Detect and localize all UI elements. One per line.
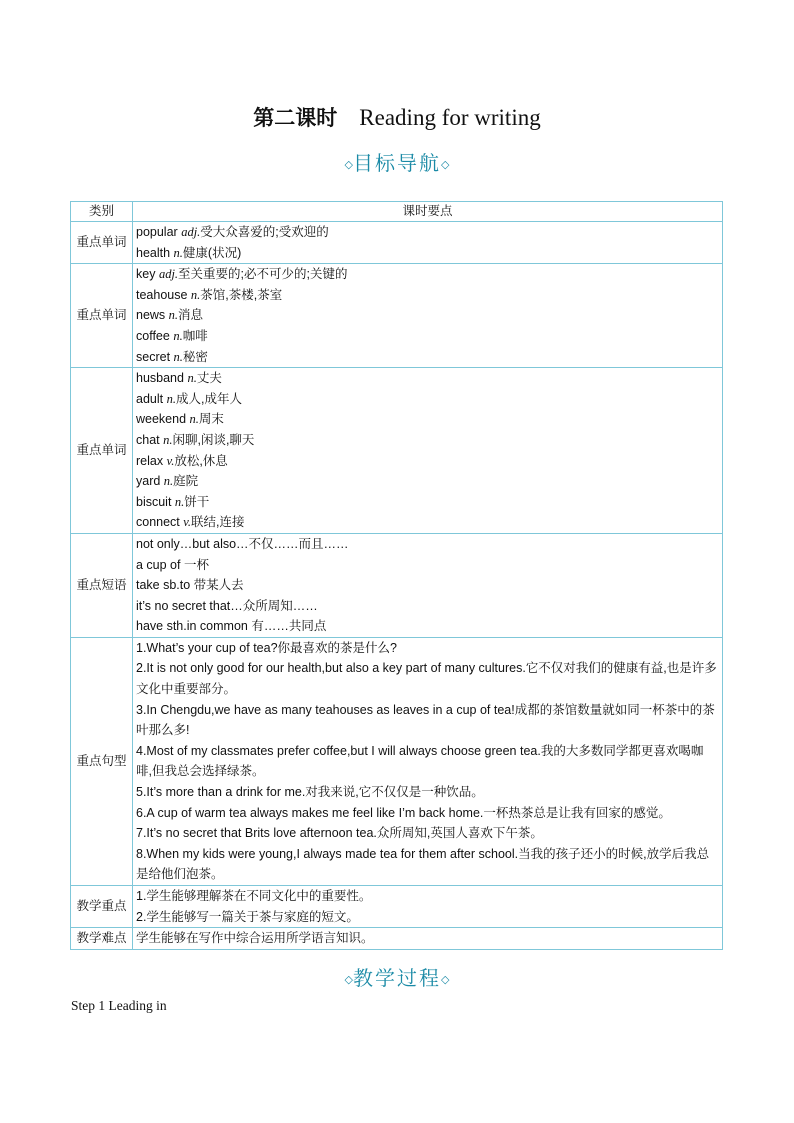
vocab-meaning: 秘密: [182, 349, 208, 364]
point-line: [136, 928, 719, 949]
row-category: 重点短语: [71, 533, 133, 637]
part-of-speech: n.: [166, 391, 176, 406]
vocab-meaning: 受大众喜爱的;受欢迎的: [200, 225, 329, 239]
vocab-word: secret: [136, 349, 174, 364]
point-text: 1.学生能够理解茶在不同文化中的重要性。: [136, 889, 372, 903]
vocab-word: husband: [136, 371, 188, 386]
diamond-icon: ◇: [344, 158, 353, 171]
part-of-speech: v.: [183, 515, 192, 530]
point-line: [136, 823, 719, 844]
point-line: [136, 326, 719, 347]
point-line: [136, 492, 719, 513]
vocab-meaning: 茶馆,茶楼,茶室: [200, 287, 283, 302]
row-points: [133, 222, 723, 264]
vocab-meaning: 放松,休息: [174, 453, 228, 468]
part-of-speech: n.: [173, 328, 183, 343]
point-line: [136, 886, 719, 907]
point-line: [136, 451, 719, 472]
point-text: 2.学生能够写一篇关于茶与家庭的短文。: [136, 909, 359, 924]
point-line: [136, 844, 719, 885]
header-points: 课时要点: [133, 202, 723, 222]
point-text: it’s no secret that…众所周知……: [136, 598, 318, 613]
point-line: [136, 658, 719, 699]
table-row: [71, 886, 723, 928]
part-of-speech: v.: [166, 453, 175, 468]
point-line: [136, 222, 719, 243]
point-text: 4.Most of my classmates prefer coffee,but I will always choose green tea.我的大多数同学都更喜欢喝咖啡,但我总会选择绿茶。: [136, 743, 704, 779]
row-category: 重点单词: [71, 368, 133, 534]
point-line: [136, 471, 719, 492]
vocab-word: key: [136, 267, 159, 282]
point-line: [136, 555, 719, 576]
vocab-meaning: 周末: [198, 412, 224, 427]
point-line: [136, 409, 719, 430]
point-text: 6.A cup of warm tea always makes me feel like I’m back home.一杯热茶总是让我有回家的感觉。: [136, 805, 671, 820]
vocab-meaning: 咖啡: [182, 328, 208, 343]
point-line: [136, 264, 719, 285]
point-line: [136, 616, 719, 637]
row-category: 重点单词: [71, 264, 133, 368]
table-row: [71, 637, 723, 885]
section-heading-process: [0, 962, 794, 991]
vocab-word: teahouse: [136, 287, 191, 302]
point-line: [136, 430, 719, 451]
point-line: [136, 368, 719, 389]
vocab-meaning: 成人,成年人: [175, 391, 242, 406]
vocab-word: adult: [136, 391, 167, 406]
part-of-speech: adj.: [181, 225, 201, 239]
vocab-word: relax: [136, 453, 167, 468]
row-points: [133, 637, 723, 885]
table-header-row: [71, 202, 723, 222]
diamond-icon: ◇: [441, 973, 450, 986]
part-of-speech: n.: [187, 371, 197, 386]
vocab-meaning: 饼干: [184, 494, 210, 509]
point-line: [136, 512, 719, 533]
point-line: [136, 907, 719, 928]
point-line: [136, 389, 719, 410]
point-line: [136, 741, 719, 782]
part-of-speech: n.: [174, 494, 185, 509]
point-text: 5.It’s more than a drink for me.对我来说,它不仅仅是一种饮品。: [136, 785, 484, 800]
vocab-word: weekend: [136, 412, 190, 427]
part-of-speech: n.: [173, 245, 183, 260]
lesson-title: [0, 103, 794, 134]
vocab-word: popular: [136, 225, 182, 239]
table-row: [71, 264, 723, 368]
header-category: 类别: [71, 202, 133, 222]
point-text: not only…but also…不仅……而且……: [136, 536, 349, 551]
vocab-word: coffee: [136, 328, 174, 343]
row-points: [133, 264, 723, 368]
lesson-title-zh: 第二课时: [253, 106, 338, 130]
vocab-word: chat: [136, 432, 164, 447]
section-heading-goals-text: 目标导航: [353, 151, 441, 175]
point-line: [136, 285, 719, 306]
lesson-title-en: Reading for writing: [359, 105, 541, 130]
point-line: [136, 638, 719, 659]
point-line: [136, 782, 719, 803]
point-text: 1.What’s your cup of tea?你最喜欢的茶是什么?: [136, 640, 397, 655]
vocab-word: health: [136, 245, 174, 260]
row-category: 教学难点: [71, 928, 133, 950]
point-text: a cup of 一杯: [136, 557, 209, 572]
part-of-speech: n.: [163, 432, 173, 447]
table-row: [71, 533, 723, 637]
table-row: [71, 222, 723, 264]
point-line: [136, 534, 719, 555]
diamond-icon: ◇: [344, 973, 353, 986]
diamond-icon: ◇: [441, 158, 450, 171]
row-category: 重点单词: [71, 222, 133, 264]
table-row: [71, 368, 723, 534]
row-points: [133, 886, 723, 928]
point-text: 8.When my kids were young,I always made tea for them after school.当我的孩子还小的时候,放学后我总是给他们泡茶。: [136, 846, 710, 882]
section-heading-goals: [0, 147, 794, 176]
section-heading-process-text: 教学过程: [353, 966, 441, 990]
vocab-meaning: 联结,连接: [191, 515, 245, 530]
vocab-meaning: 庭院: [173, 474, 199, 489]
row-points: [133, 368, 723, 534]
vocab-meaning: 丈夫: [196, 371, 222, 386]
part-of-speech: n.: [163, 474, 174, 489]
point-line: [136, 803, 719, 824]
vocab-meaning: 至关重要的;必不可少的;关键的: [178, 267, 348, 282]
part-of-speech: n.: [173, 349, 183, 364]
vocab-meaning: 消息: [178, 308, 204, 323]
vocab-word: connect: [136, 515, 184, 530]
point-text: have sth.in common 有……共同点: [136, 619, 327, 634]
point-line: [136, 575, 719, 596]
point-text: 2.It is not only good for our health,but also a key part of many cultures.它不仅对我们的健康有益,也是许多文化中重要部分。: [136, 661, 717, 697]
row-points: [133, 533, 723, 637]
point-text: 学生能够在写作中综合运用所学语言知识。: [136, 931, 374, 946]
point-line: [136, 243, 719, 264]
point-line: [136, 700, 719, 741]
part-of-speech: n.: [190, 287, 201, 302]
vocab-word: yard: [136, 474, 164, 489]
point-text: 7.It’s no secret that Brits love afternoon tea.众所周知,英国人喜欢下午茶。: [136, 826, 543, 841]
point-line: [136, 305, 719, 326]
part-of-speech: n.: [168, 308, 179, 323]
row-category: 教学重点: [71, 886, 133, 928]
part-of-speech: n.: [189, 412, 199, 427]
row-category: 重点句型: [71, 637, 133, 885]
point-text: 3.In Chengdu,we have as many teahouses as leaves in a cup of tea!成都的茶馆数量就如同一杯茶中的茶叶那么多!: [136, 702, 715, 738]
vocab-word: biscuit: [136, 494, 175, 509]
vocab-meaning: 闲聊,闲谈,聊天: [172, 432, 255, 447]
step-heading: Step 1 Leading in: [71, 998, 167, 1013]
vocab-meaning: 健康(状况): [182, 245, 242, 260]
point-line: [136, 347, 719, 368]
point-text: take sb.to 带某人去: [136, 578, 244, 593]
part-of-speech: adj.: [158, 267, 179, 282]
row-points: [133, 928, 723, 950]
vocab-word: news: [136, 308, 169, 323]
lesson-points-table: [70, 201, 723, 950]
table-row: [71, 928, 723, 950]
point-line: [136, 596, 719, 617]
